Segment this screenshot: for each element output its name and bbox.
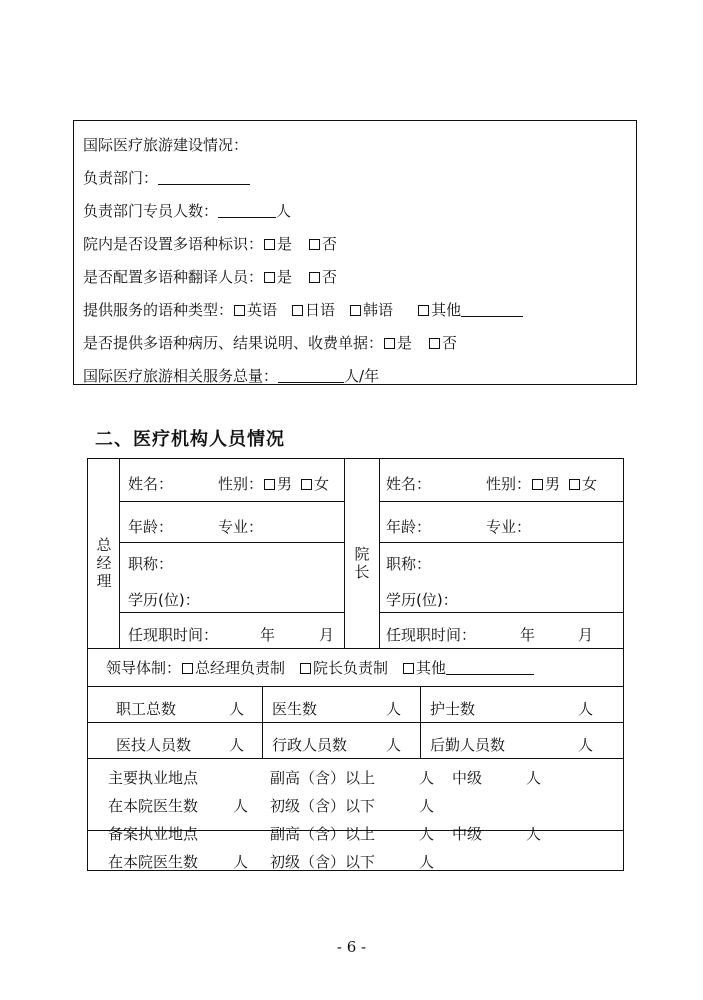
translator-no-checkbox[interactable] [309, 272, 320, 283]
divider-line [119, 542, 344, 543]
leadership-other-field[interactable] [446, 660, 534, 675]
personnel-table [87, 458, 624, 871]
translator-label: 是否配置多语种翻译人员： [83, 268, 264, 286]
admin-count-unit: 人 [386, 736, 402, 754]
lang-japanese-label: 日语 [305, 301, 336, 319]
total-field[interactable] [278, 368, 344, 383]
leadership-dean-checkbox[interactable] [300, 663, 311, 674]
filed-middle-unit: 人 [526, 825, 542, 843]
divider-line [88, 686, 623, 687]
logistics-count-unit: 人 [578, 736, 594, 754]
records-no-checkbox[interactable] [429, 338, 440, 349]
dean-female-checkbox[interactable] [569, 479, 580, 490]
total-unit: 人/年 [344, 367, 380, 385]
main-junior-unit: 人 [419, 797, 435, 815]
filed-junior-unit: 人 [419, 853, 435, 871]
divider-line [119, 501, 344, 502]
filed-junior-label: 初级（含）以下 [270, 853, 376, 871]
divider-line [420, 686, 421, 758]
translator-yes-label: 是 [277, 268, 293, 286]
main-practice-doctors-label: 在本院医生数 [108, 797, 199, 815]
records-yes-label: 是 [397, 334, 413, 352]
divider-line [119, 459, 120, 648]
dean-name-label: 姓名： [386, 475, 432, 493]
dean-major-label: 专业： [486, 518, 532, 536]
admin-count-label: 行政人员数 [272, 736, 348, 754]
section-heading: 二、医疗机构人员情况 [95, 429, 285, 450]
leadership-other-checkbox[interactable] [403, 663, 414, 674]
nurse-count-label: 护士数 [430, 700, 476, 718]
staff-unit: 人 [276, 202, 292, 220]
leadership-label: 领导体制： [106, 659, 182, 677]
total-label: 国际医疗旅游相关服务总量： [83, 367, 279, 385]
staff-row [83, 200, 291, 221]
gm-month-label: 月 [319, 626, 335, 644]
filed-practice-label: 备案执业地点 [108, 825, 199, 843]
staff-total-unit: 人 [229, 700, 245, 718]
divider-line [379, 501, 623, 502]
divider-line [88, 722, 623, 723]
doctor-count-label: 医生数 [272, 700, 318, 718]
records-no-label: 否 [442, 334, 458, 352]
leadership-other-label: 其他 [416, 659, 447, 677]
dean-degree-label: 学历(位)： [386, 591, 458, 609]
gm-age-label: 年龄： [128, 518, 174, 536]
translator-row [83, 266, 337, 287]
dean-male-label: 男 [545, 475, 561, 493]
dept-label: 负责部门： [83, 169, 159, 187]
lang-other-checkbox[interactable] [418, 305, 429, 316]
filed-senior-unit: 人 [419, 825, 435, 843]
lang-english-checkbox[interactable] [234, 305, 245, 316]
divider-line [119, 612, 344, 613]
records-row [83, 332, 457, 353]
filed-practice-unit: 人 [233, 853, 249, 871]
staff-field[interactable] [218, 203, 276, 218]
signage-label: 院内是否设置多语种标识： [83, 235, 264, 253]
dept-field[interactable] [158, 170, 250, 185]
gm-gender-row [218, 473, 329, 494]
dean-male-checkbox[interactable] [532, 479, 543, 490]
gm-year-label: 年 [260, 626, 276, 644]
filed-senior-label: 副高（含）以上 [270, 825, 376, 843]
tourism-title: 国际医疗旅游建设情况： [83, 136, 249, 154]
dean-age-label: 年龄： [386, 518, 432, 536]
gm-female-label: 女 [314, 475, 330, 493]
lang-japanese-checkbox[interactable] [292, 305, 303, 316]
records-yes-checkbox[interactable] [384, 338, 395, 349]
lang-korean-checkbox[interactable] [350, 305, 361, 316]
lang-row [83, 299, 523, 320]
leadership-row [106, 657, 534, 678]
filed-practice-doctors-label: 在本院医生数 [108, 853, 199, 871]
leadership-dean-label: 院长负责制 [313, 659, 389, 677]
staff-total-label: 职工总数 [116, 700, 177, 718]
divider-line [344, 459, 345, 648]
gm-tenure-label: 任现职时间： [128, 626, 219, 644]
main-middle-label: 中级 [452, 769, 483, 787]
main-middle-unit: 人 [526, 769, 542, 787]
signage-no-label: 否 [322, 235, 338, 253]
signage-no-checkbox[interactable] [309, 239, 320, 250]
dean-tenure-label: 任现职时间： [386, 626, 477, 644]
main-junior-label: 初级（含）以下 [270, 797, 376, 815]
main-senior-unit: 人 [419, 769, 435, 787]
gm-major-label: 专业： [218, 518, 264, 536]
translator-no-label: 否 [322, 268, 338, 286]
gm-title-label: 职称： [128, 555, 174, 573]
leadership-gm-label: 总经理负责制 [195, 659, 286, 677]
main-practice-label: 主要执业地点 [108, 769, 199, 787]
lang-other-field[interactable] [461, 302, 523, 317]
staff-label: 负责部门专员人数： [83, 202, 219, 220]
gm-male-checkbox[interactable] [264, 479, 275, 490]
dean-title-label: 职称： [386, 555, 432, 573]
dean-gender-row [486, 473, 597, 494]
doctor-count-unit: 人 [386, 700, 402, 718]
lang-other-label: 其他 [431, 301, 462, 319]
filed-middle-label: 中级 [452, 825, 483, 843]
leadership-gm-checkbox[interactable] [182, 663, 193, 674]
divider-line [88, 758, 623, 759]
main-senior-label: 副高（含）以上 [270, 769, 376, 787]
gm-name-label: 姓名： [128, 475, 174, 493]
tech-count-unit: 人 [229, 736, 245, 754]
signage-yes-checkbox[interactable] [264, 239, 275, 250]
page-number: - 6 - [336, 938, 367, 956]
records-label: 是否提供多语种病历、结果说明、收费单据： [83, 334, 384, 352]
gm-gender-label: 性别： [218, 475, 264, 493]
lang-english-label: 英语 [247, 301, 278, 319]
divider-line [379, 542, 623, 543]
gm-female-checkbox[interactable] [301, 479, 312, 490]
lang-label: 提供服务的语种类型： [83, 301, 234, 319]
signage-row [83, 233, 337, 254]
dean-gender-label: 性别： [486, 475, 532, 493]
tourism-box [73, 120, 637, 385]
dean-female-label: 女 [582, 475, 598, 493]
dept-row [83, 167, 250, 188]
main-practice-unit: 人 [233, 797, 249, 815]
divider-line [379, 612, 623, 613]
dean-label: 院长 [354, 545, 370, 581]
lang-korean-label: 韩语 [363, 301, 394, 319]
dean-year-label: 年 [520, 626, 536, 644]
gm-degree-label: 学历(位)： [128, 591, 200, 609]
dean-month-label: 月 [578, 626, 594, 644]
gm-male-label: 男 [277, 475, 293, 493]
signage-yes-label: 是 [277, 235, 293, 253]
divider-line [379, 459, 380, 648]
gm-label: 总经理 [96, 536, 112, 590]
divider-line [262, 686, 263, 758]
translator-yes-checkbox[interactable] [264, 272, 275, 283]
total-row [83, 365, 379, 386]
logistics-count-label: 后勤人员数 [430, 736, 506, 754]
divider-line [88, 648, 623, 649]
tech-count-label: 医技人员数 [116, 736, 192, 754]
nurse-count-unit: 人 [578, 700, 594, 718]
